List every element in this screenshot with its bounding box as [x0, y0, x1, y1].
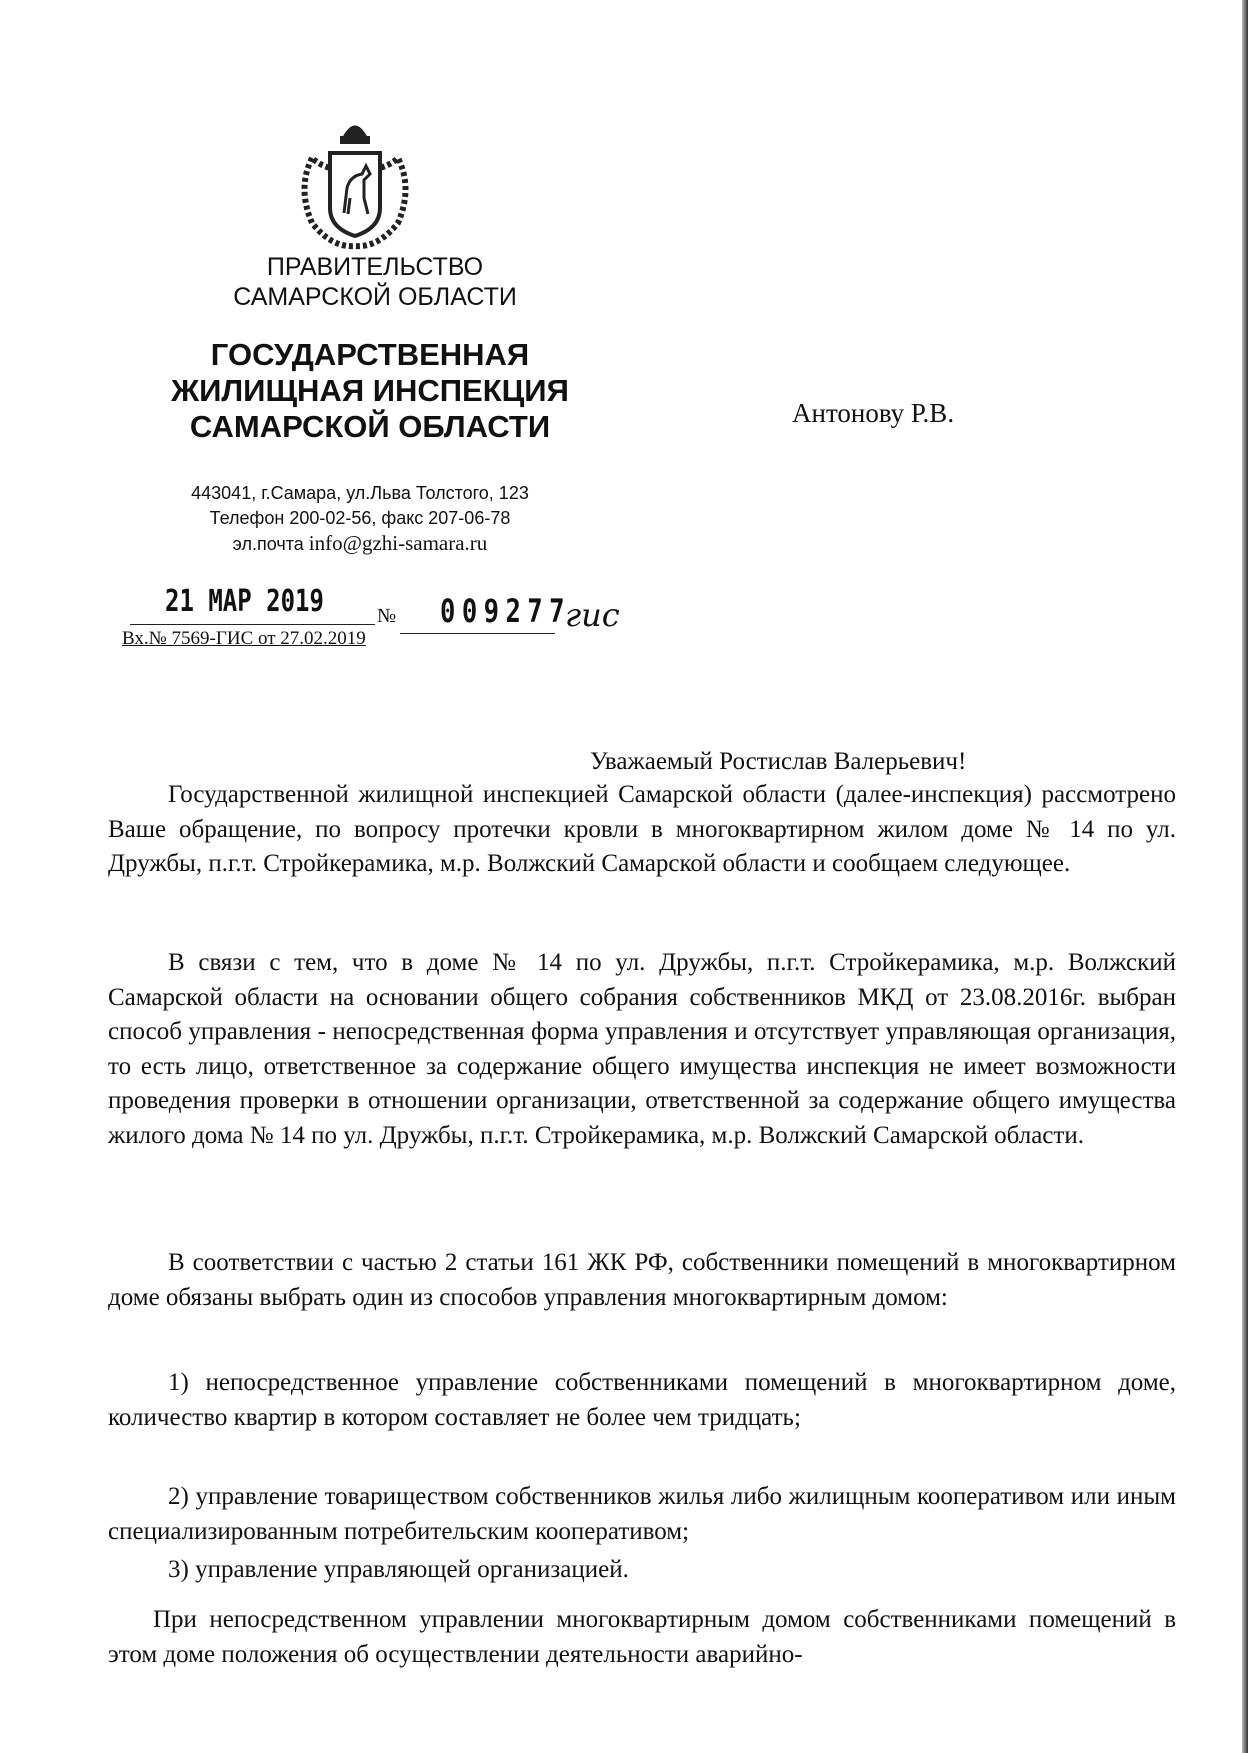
body-paragraph-2: В связи с тем, что в доме № 14 по ул. Дружбы, п.г.т. Стройкерамика, м.р. Волжский Самарской области на основании общего собрания собственников МКД от 23.08.2016г. выбран способ управления - непосредственная форма управления и отсутствует управляющая организация, то есть лицо, ответственное за содержание общего имущества инспекция не имеет возможности проведения проверки в отношении организации, ответственной за содержание общего имущества жилого дома № 14 по ул. Дружбы, п.г.т. Стройкерамика, м.р. Волжский Самарской области.	[108, 949, 1176, 1149]
inspection-line-3: САМАРСКОЙ ОБЛАСТИ	[189, 409, 551, 444]
government-line-2: САМАРСКОЙ ОБЛАСТИ	[233, 283, 517, 311]
email-label: эл.почта	[232, 534, 304, 554]
inspection-line-2: ЖИЛИЩНАЯ ИНСПЕКЦИЯ	[171, 373, 569, 408]
email: info@gzhi-samara.ru	[308, 531, 488, 555]
number-sign: №	[377, 605, 397, 627]
scan-edge	[1242, 0, 1248, 1753]
greeting: Уважаемый Ростислав Валерьевич!	[590, 748, 967, 775]
number-suffix-handwritten: гис	[565, 596, 620, 634]
body-paragraph-3: В соответствии с частью 2 статьи 161 ЖК РФ, собственники помещений в многоквартирном доме обязаны выбрать один из способов управления многоквартирным домом:	[108, 1249, 1176, 1311]
government-line-1: ПРАВИТЕЛЬСТВО	[266, 253, 484, 281]
inspection-line-1: ГОСУДАРСТВЕННАЯ	[210, 337, 530, 372]
body-paragraph-4: При непосредственном управлении многоквартирным домом собственниками помещений в этом доме положения об осуществлении деятельности аварийно-	[108, 1606, 1176, 1668]
coat-of-arms-icon	[292, 108, 418, 250]
recipient: Антонову Р.В.	[792, 398, 955, 428]
list-item-2: 2) управление товариществом собственников жилья либо жилищным кооперативом или иным специализированным потребительским кооперативом;	[108, 1483, 1176, 1545]
address: 443041, г.Самара, ул.Льва Толстого, 123	[191, 483, 529, 503]
incoming-reference: Вх.№ 7569-ГИС от 27.02.2019	[122, 628, 366, 649]
number-underline	[400, 633, 555, 634]
email-line	[150, 530, 570, 557]
list-item-1: 1) непосредственное управление собственниками помещений в многоквартирном доме, количество квартир в котором составляет не более чем тридцать;	[108, 1369, 1176, 1431]
list-item-3: 3) управление управляющей организацией.	[168, 1556, 629, 1583]
body-paragraph-1: Государственной жилищной инспекцией Самарской области (далее-инспекция) рассмотрено Ваше обращение, по вопросу протечки кровли в многоквартирном жилом доме № 14 по ул. Дружбы, п.г.т. Стройкерамика, м.р. Волжский Самарской области и сообщаем следующее.	[108, 781, 1176, 878]
phone: Телефон 200-02-56, факс 207-06-78	[209, 508, 511, 528]
date-underline	[130, 624, 375, 625]
number-stamp: 009277	[440, 592, 571, 630]
date-stamp: 21 МАР 2019	[165, 584, 324, 619]
